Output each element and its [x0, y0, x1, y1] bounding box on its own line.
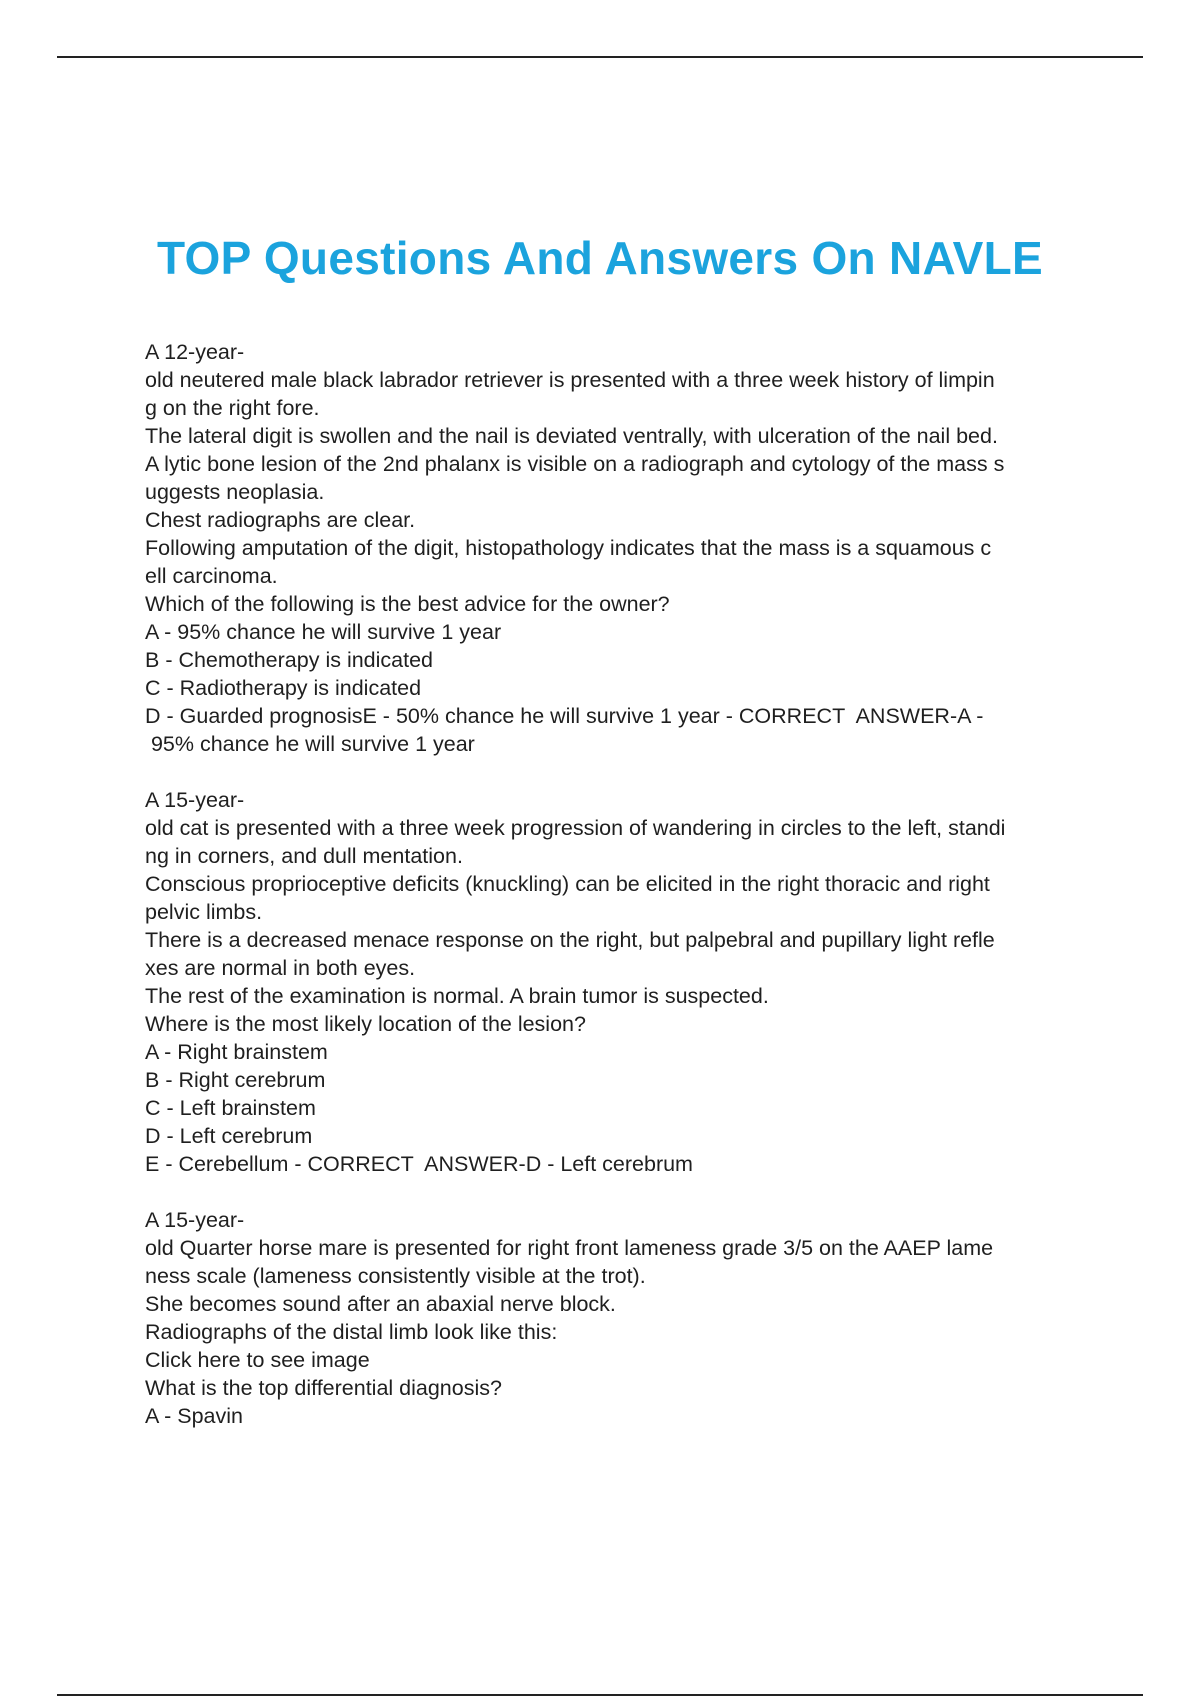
question-line: old neutered male black labrador retriever is presented with a three week history of limpin [145, 368, 995, 392]
question-line: What is the top differential diagnosis? [145, 1376, 502, 1400]
question-line: She becomes sound after an abaxial nerve block. [145, 1292, 616, 1316]
question-line: B - Right cerebrum [145, 1068, 326, 1092]
question-block-1 [145, 338, 1095, 758]
question-line: ness scale (lameness consistently visible at the trot). [145, 1264, 646, 1288]
question-line: E - Cerebellum - CORRECT ANSWER-D - Left cerebrum [145, 1152, 693, 1176]
question-line: A - Spavin [145, 1404, 243, 1428]
question-line: B - Chemotherapy is indicated [145, 648, 434, 672]
question-line: A lytic bone lesion of the 2nd phalanx is visible on a radiograph and cytology of the mass s [145, 452, 1005, 476]
question-line: C - Radiotherapy is indicated [145, 676, 422, 700]
question-line: Chest radiographs are clear. [145, 508, 416, 532]
question-line: pelvic limbs. [145, 900, 263, 924]
question-line: A 12-year- [145, 340, 245, 364]
question-line: uggests neoplasia. [145, 480, 325, 504]
page-title: TOP Questions And Answers On NAVLE [156, 231, 1044, 284]
question-line: Following amputation of the digit, histopathology indicates that the mass is a squamous c [145, 536, 992, 560]
question-line: old Quarter horse mare is presented for right front lameness grade 3/5 on the AAEP lame [145, 1236, 994, 1260]
question-line: A - Right brainstem [145, 1040, 328, 1064]
question-line: Conscious proprioceptive deficits (knuckling) can be elicited in the right thoracic and right [145, 872, 990, 896]
question-line: 95% chance he will survive 1 year [145, 732, 475, 756]
question-line: D - Guarded prognosisE - 50% chance he will survive 1 year - CORRECT ANSWER-A - [145, 704, 984, 728]
question-line: The rest of the examination is normal. A brain tumor is suspected. [145, 984, 769, 1008]
question-line: xes are normal in both eyes. [145, 956, 416, 980]
question-line: There is a decreased menace response on the right, but palpebral and pupillary light refle [145, 928, 995, 952]
question-line: Click here to see image [145, 1348, 370, 1372]
question-line: A 15-year- [145, 1208, 245, 1232]
question-line: old cat is presented with a three week progression of wandering in circles to the left, standi [145, 816, 1006, 840]
question-line: The lateral digit is swollen and the nail is deviated ventrally, with ulceration of the nail bed. [145, 424, 998, 448]
question-line: A - 95% chance he will survive 1 year [145, 620, 502, 644]
question-line: C - Left brainstem [145, 1096, 316, 1120]
question-line: Radiographs of the distal limb look like this: [145, 1320, 558, 1344]
question-line: Where is the most likely location of the lesion? [145, 1012, 586, 1036]
question-line: D - Left cerebrum [145, 1124, 313, 1148]
question-line: ng in corners, and dull mentation. [145, 844, 463, 868]
top-rule [57, 56, 1143, 58]
question-line: ell carcinoma. [145, 564, 278, 588]
question-line: g on the right fore. [145, 396, 320, 420]
question-block-2 [145, 786, 1095, 1178]
question-line: A 15-year- [145, 788, 245, 812]
bottom-rule [57, 1694, 1143, 1696]
question-line: Which of the following is the best advice for the owner? [145, 592, 670, 616]
question-block-3 [145, 1206, 1095, 1430]
document-body [145, 338, 1095, 1430]
